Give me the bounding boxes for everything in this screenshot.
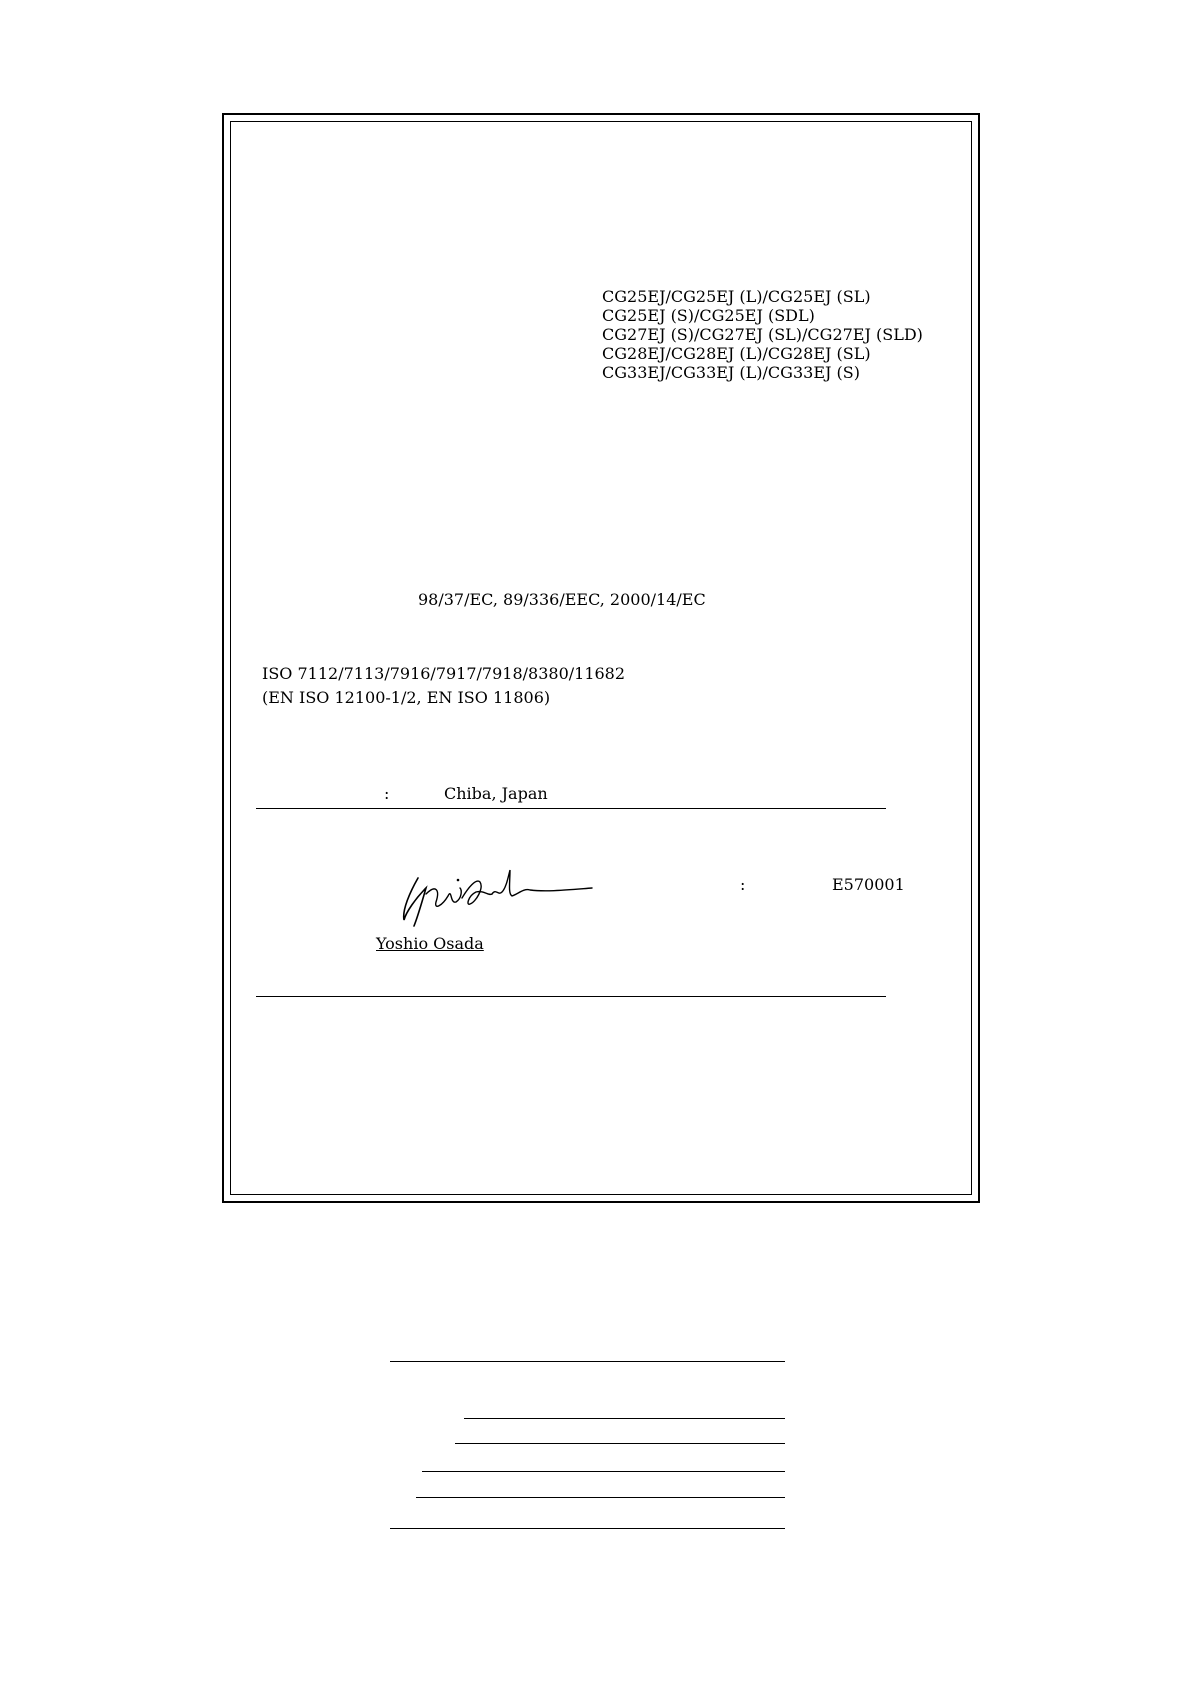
standards-line: (EN ISO 12100-1/2, EN ISO 11806) xyxy=(262,688,551,707)
place-separator: : xyxy=(384,784,390,803)
place-value: Chiba, Japan xyxy=(444,784,548,803)
certificate-number: E570001 xyxy=(832,875,905,894)
blank-line xyxy=(390,1361,785,1362)
standards-line: ISO 7112/7113/7916/7917/7918/8380/11682 xyxy=(262,664,626,683)
model-line: CG25EJ/CG25EJ (L)/CG25EJ (SL) xyxy=(602,287,871,306)
directives-line: 98/37/EC, 89/336/EEC, 2000/14/EC xyxy=(418,590,706,609)
blank-line xyxy=(464,1418,785,1419)
model-list xyxy=(602,287,923,382)
blank-line xyxy=(390,1528,785,1529)
signature-section-rule xyxy=(256,996,886,997)
handwritten-signature xyxy=(396,858,596,930)
certificate-inner-border xyxy=(230,121,972,1195)
blank-line xyxy=(416,1497,785,1498)
certificate-number-separator: : xyxy=(740,875,746,894)
blank-line xyxy=(455,1443,785,1444)
place-underline xyxy=(256,808,886,809)
signer-name: Yoshio Osada xyxy=(376,934,484,953)
standards-block xyxy=(262,662,625,710)
model-line: CG28EJ/CG28EJ (L)/CG28EJ (SL) xyxy=(602,344,871,363)
model-line: CG33EJ/CG33EJ (L)/CG33EJ (S) xyxy=(602,363,860,382)
model-line: CG27EJ (S)/CG27EJ (SL)/CG27EJ (SLD) xyxy=(602,325,923,344)
model-line: CG25EJ (S)/CG25EJ (SDL) xyxy=(602,306,815,325)
blank-line xyxy=(422,1471,785,1472)
